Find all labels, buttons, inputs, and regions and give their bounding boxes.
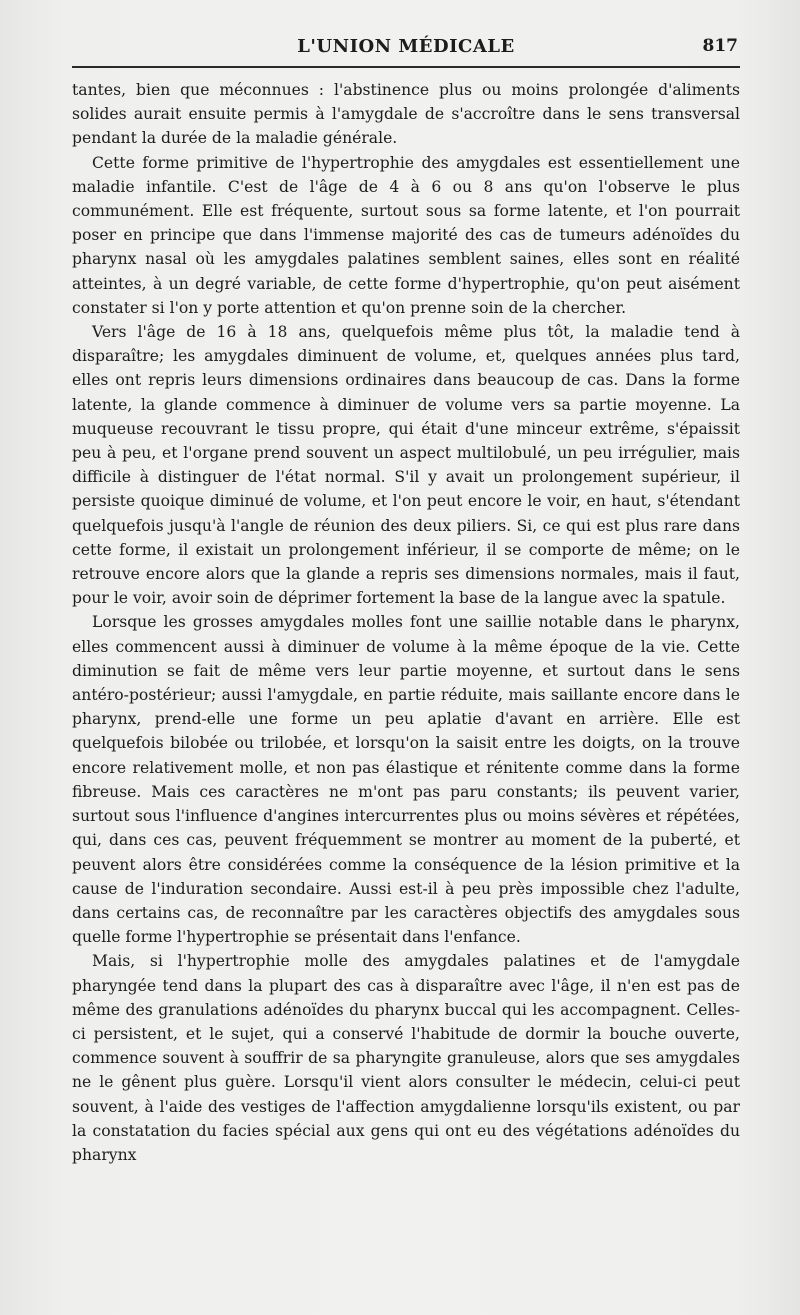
header-rule — [72, 66, 740, 68]
paragraph-continuation: tantes, bien que méconnues : l'abstinence plus ou moins prolongée d'aliments solides aurait ensuite permis à l'amygdale de s'accroître dans le sens transversal pendant la durée de la maladie générale. — [72, 81, 740, 148]
paragraph: Cette forme primitive de l'hypertrophie des amygdales est essentiellement une maladie infantile. C'est de l'âge de 4 à 6 ou 8 ans qu'on l'observe le plus communément. Elle est fréquente, surtout sous sa forme latente, et l'on pourrait poser en principe que dans l'immense majorité des cas de tumeurs adénoïdes du pharynx nasal où les amygdales palatines semblent saines, elles sont en réalité atteintes, à un degré variable, de cette forme d'hypertrophie, qu'on peut aisément constater si l'on y porte attention et qu'on prenne soin de la chercher. — [72, 153, 740, 317]
journal-title: L'UNION MÉDICALE — [297, 36, 515, 57]
paragraph: Mais, si l'hypertrophie molle des amygdales palatines et de l'amygdale pharyngée tend dans la plupart des cas à disparaître avec l'âge, il n'en est pas de même des granulations adénoïdes du pharynx buccal qui les accompagnent. Celles-ci persistent, et le sujet, qui a conservé l'habitude de dormir la bouche ouverte, commence souvent à souffrir de sa pharyngite granuleuse, alors que ses amygdales ne le gênent plus guère. Lorsqu'il vient alors consulter le médecin, celui-ci peut souvent, à l'aide des vestiges de l'affection amygdalienne lorsqu'ils existent, ou par la constatation du facies spécial aux gens qui ont eu des végétations adénoïdes du pharynx — [72, 952, 740, 1164]
page-number: 817 — [702, 36, 738, 56]
body-text — [72, 78, 740, 1167]
running-header — [72, 34, 740, 64]
paragraph: Vers l'âge de 16 à 18 ans, quelquefois même plus tôt, la maladie tend à disparaître; les amygdales diminuent de volume, et, quelques années plus tard, elles ont repris leurs dimensions ordinaires dans beaucoup de cas. Dans la forme latente, la glande commence à diminuer de volume vers sa partie moyenne. La muqueuse recouvrant le tissu propre, qui était d'une minceur extrême, s'épaissit peu à peu, et l'organe prend souvent un aspect multilobulé, un peu irrégulier, mais difficile à distinguer de l'état normal. S'il y avait un prolongement supérieur, il persiste quoique diminué de volume, et l'on peut encore le voir, en haut, s'étendant quelquefois jusqu'à l'angle de réunion des deux piliers. Si, ce qui est plus rare dans cette forme, il existait un prolongement inférieur, il se comporte de même; on le retrouve encore alors que la glande a repris ses dimensions normales, mais il faut, pour le voir, avoir soin de déprimer fortement la base de la langue avec la spatule. — [72, 323, 740, 608]
paragraph: Lorsque les grosses amygdales molles font une saillie notable dans le pharynx, elles commencent aussi à diminuer de volume à la même époque de la vie. Cette diminution se fait de même vers leur partie moyenne, et surtout dans le sens antéro-postérieur; aussi l'amygdale, en partie réduite, mais saillante encore dans le pharynx, prend-elle une forme un peu aplatie d'avant en arrière. Elle est quelquefois bilobée ou trilobée, et lorsqu'on la saisit entre les doigts, on la trouve encore relativement molle, et non pas élastique et rénitente comme dans la forme fibreuse. Mais ces caractères ne m'ont pas paru constants; ils peuvent varier, surtout sous l'influence d'angines intercurrentes plus ou moins sévères et répétées, qui, dans ces cas, peuvent fréquemment se montrer au moment de la puberté, et peuvent alors être considérées comme la conséquence de la lésion primitive et la cause de l'induration secondaire. Aussi est-il à peu près impossible chez l'adulte, dans certains cas, de reconnaître par les caractères objectifs des amygdales sous quelle forme l'hypertrophie se présentait dans l'enfance. — [72, 613, 740, 947]
